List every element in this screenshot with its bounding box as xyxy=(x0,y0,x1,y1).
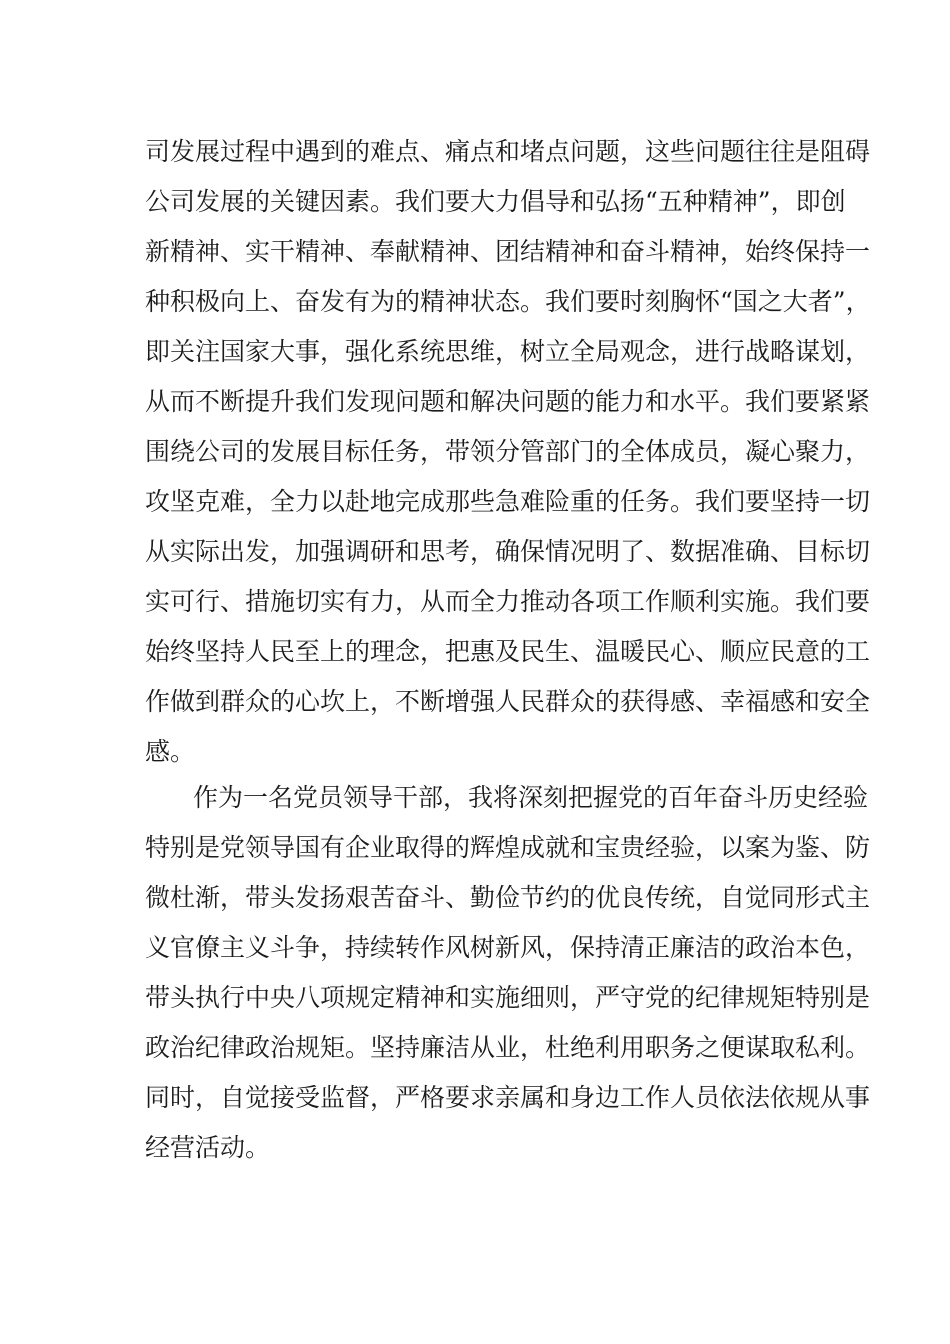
text-line: 始终坚持人民至上的理念，把惠及民生、温暖民心、顺应民意的工 xyxy=(145,637,871,666)
text-line: 作为一名党员领导干部，我将深刻把握党的百年奋斗历史经验 xyxy=(193,783,869,812)
text-line: 微杜渐，带头发扬艰苦奋斗、勤俭节约的优良传统，自觉同形式主 xyxy=(145,883,871,912)
text-line: 带头执行中央八项规定精神和实施细则，严守党的纪律规矩特别是 xyxy=(145,983,871,1012)
paragraph-2 xyxy=(145,773,871,1173)
text-line: 义官僚主义斗争，持续转作风树新风，保持清正廉洁的政治本色， xyxy=(145,933,871,962)
text-line: 种积极向上、奋发有为的精神状态。我们要时刻胸怀“国之大者”， xyxy=(145,287,871,316)
text-line: 围绕公司的发展目标任务，带领分管部门的全体成员，凝心聚力， xyxy=(145,437,871,466)
text-line: 司发展过程中遇到的难点、痛点和堵点问题，这些问题往往是阻碍 xyxy=(145,137,871,166)
text-line: 公司发展的关键因素。我们要大力倡导和弘扬“五种精神”，即创 xyxy=(145,187,846,216)
text-line: 新精神、实干精神、奉献精神、团结精神和奋斗精神，始终保持一 xyxy=(145,237,871,266)
text-line: 作做到群众的心坎上，不断增强人民群众的获得感、幸福感和安全 xyxy=(145,687,871,716)
paragraph-1 xyxy=(145,127,871,777)
text-line: 攻坚克难，全力以赴地完成那些急难险重的任务。我们要坚持一切 xyxy=(145,487,871,516)
text-line: 同时，自觉接受监督，严格要求亲属和身边工作人员依法依规从事 xyxy=(145,1083,871,1112)
text-line: 即关注国家大事，强化系统思维，树立全局观念，进行战略谋划， xyxy=(145,337,871,366)
text-line: 特别是党领导国有企业取得的辉煌成就和宝贵经验，以案为鉴、防 xyxy=(145,833,871,862)
text-line: 政治纪律政治规矩。坚持廉洁从业，杜绝利用职务之便谋取私利。 xyxy=(145,1033,871,1062)
text-line: 从而不断提升我们发现问题和解决问题的能力和水平。我们要紧紧 xyxy=(145,387,871,416)
text-line: 感。 xyxy=(145,737,196,766)
text-line: 从实际出发，加强调研和思考，确保情况明了、数据准确、目标切 xyxy=(145,537,871,566)
text-line: 经营活动。 xyxy=(145,1133,271,1162)
text-line: 实可行、措施切实有力，从而全力推动各项工作顺利实施。我们要 xyxy=(145,587,871,616)
